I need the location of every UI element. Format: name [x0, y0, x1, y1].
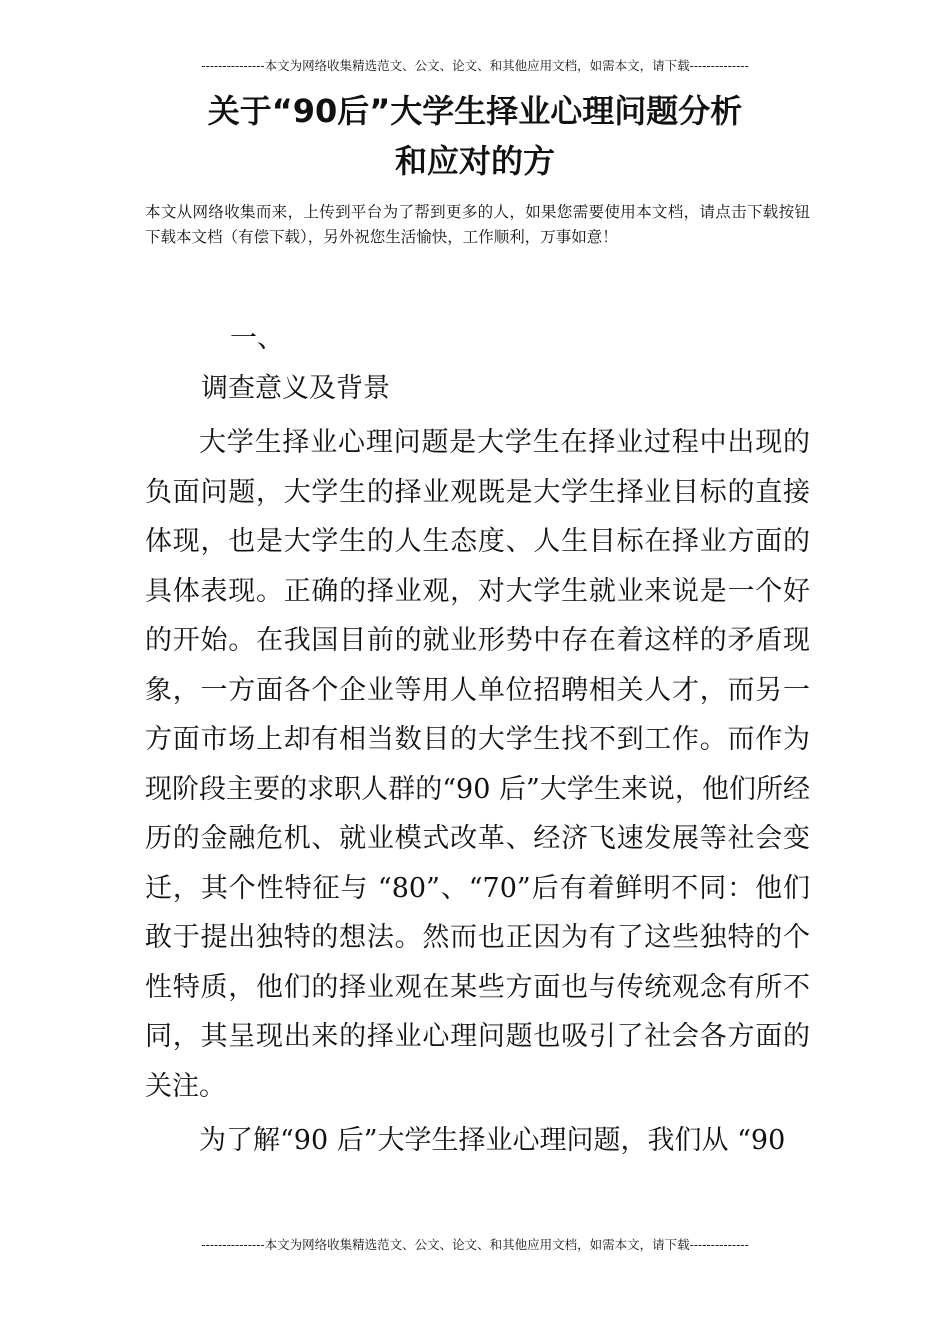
document-title-line-1: 关于“90后”大学生择业心理问题分析 — [207, 92, 743, 130]
section-number: 一、 — [230, 323, 284, 354]
header-banner: ---------------本文为网络收集精选范文、公文、论文、和其他应用文档，如需本文，请下载-------------- — [201, 58, 749, 73]
download-notice: 本文从网络收集而来，上传到平台为了帮到更多的人，如果您需要使用本文档，请点击下载按钮下载本文档（有偿下载），另外祝您生活愉快，工作顺利，万事如意！ — [145, 203, 810, 246]
section-heading: 调查意义及背景 — [201, 373, 390, 404]
body-paragraph: 大学生择业心理问题是大学生在择业过程中出现的负面问题，大学生的择业观既是大学生择业目标的直接体现，也是大学生的人生态度、人生目标在择业方面的具体表现。正确的择业观，对大学生就业来说是一个好的开始。在我国目前的就业形势中存在着这样的矛盾现象，一方面各个企业等用人单位招聘相关人才，而另一方面市场上却有相当数目的大学生找不到工作。而作为现阶段主要的求职人群的“90 后”大学生来说，他们所经历的金融危机、就业模式改革、经济飞速发展等社会变迁，其个性特征与 “80”、“70”后有着鲜明不同：他们敢于提出独特的想法。然而也正因为有了这些独特的个性特质，他们的择业观在某些方面也与传统观念有所不同，其呈现出来的择业心理问题也吸引了社会各方面的关注。 — [145, 427, 810, 1102]
footer-banner: ---------------本文为网络收集精选范文、公文、论文、和其他应用文档，如需本文，请下载-------------- — [201, 1237, 749, 1252]
body-paragraph: 为了解“90 后”大学生择业心理问题，我们从 “90 — [199, 1125, 786, 1156]
document-title-line-2: 和应对的方 — [394, 142, 555, 180]
